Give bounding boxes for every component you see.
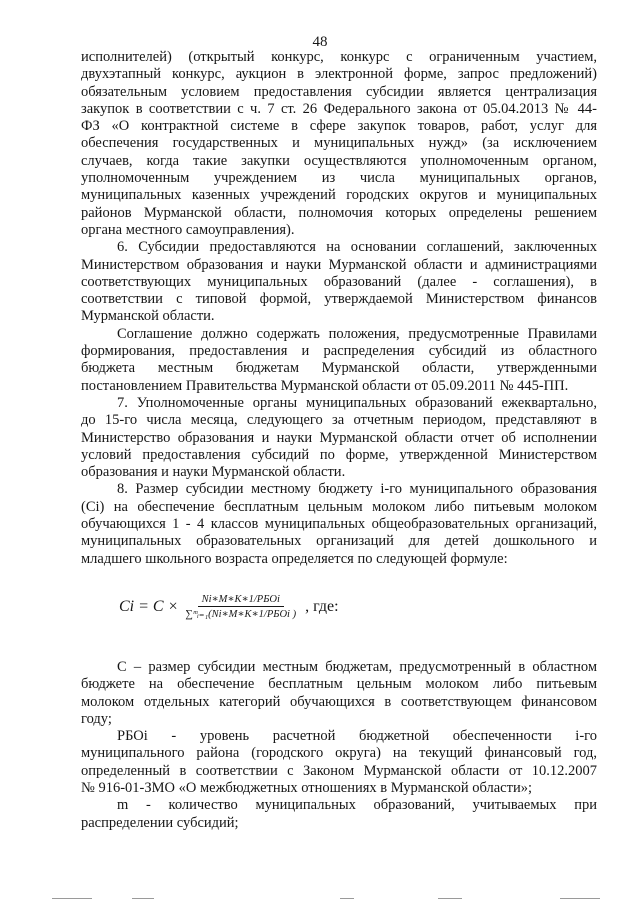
formula-lhs: Ci = C × <box>119 598 179 615</box>
formula-tail: , где: <box>305 598 339 615</box>
scan-edge-mark <box>52 898 92 899</box>
text-line: году; <box>81 710 112 727</box>
text-line: бюджете на обеспечение бесплатным цельным молоком либо питьевым <box>81 676 597 693</box>
document-body-top <box>81 49 597 568</box>
text-line: ФЗ «О контрактной системе в сфере закупок товаров, работ, услуг для <box>81 118 597 135</box>
text-line: определенный в соответствии с Законом Мурманской области от 10.12.2007 <box>81 762 597 779</box>
text-line: Министерство образования и науки Мурманской области отчет об исполнении <box>81 429 597 446</box>
text-line: муниципального района (городского округа) на текущий финансовый год, <box>81 745 597 762</box>
scan-edge-mark <box>438 898 462 899</box>
paragraph-start-line: 6. Субсидии предоставляются на основании соглашений, заключенных <box>117 239 597 256</box>
text-line: двухэтапный конкурс, аукцион в электронной форме, запрос предложений) <box>81 66 597 83</box>
text-line: муниципальных казенных учреждений городских округов и муниципальных <box>81 187 597 204</box>
text-line: обязательным условием предоставления субсидии является централизация <box>81 83 597 100</box>
formula-denominator: ∑ᵐᵢ₌₁(Ni∗M∗K∗1/РБОi ) <box>185 609 297 620</box>
document-body-bottom <box>81 659 597 832</box>
text-line: уполномоченным учреждением из числа муниципальных органов, <box>81 170 597 187</box>
text-line: формирования, предоставления и распределения субсидий из областного <box>81 343 597 360</box>
paragraph-start-line: РБОi - уровень расчетной бюджетной обеспеченности i-го <box>117 728 597 745</box>
text-line: № 916-01-ЗМО «О межбюджетных отношениях в Мурманской области»; <box>81 780 532 797</box>
page-number: 48 <box>312 34 328 50</box>
scan-edge-mark <box>132 898 154 899</box>
paragraph-start-line: 7. Уполномоченные органы муниципальных образований ежеквартально, <box>117 394 597 411</box>
text-line: обеспечения государственных и муниципальных нужд» (за исключением <box>81 135 597 152</box>
formula-numerator: Ni∗M∗K∗1/РБОi <box>198 593 284 607</box>
text-line: органа местного самоуправления). <box>81 221 295 238</box>
text-line: бюджета местным бюджетам Мурманской области, утвержденными <box>81 360 597 377</box>
text-line: закупок в соответствии с ч. 7 ст. 26 Федерального закона от 05.04.2013 № 44- <box>81 100 597 117</box>
text-line: районов Мурманской области, полномочия которых определены решением <box>81 204 597 221</box>
scan-edge-mark <box>560 898 600 899</box>
text-line: условий предоставления субсидий по форме, утвержденной Министерством <box>81 446 597 463</box>
paragraph-start-line: Соглашение должно содержать положения, предусмотренные Правилами <box>117 325 597 342</box>
text-line: Мурманской области. <box>81 308 215 325</box>
text-line: Министерством образования и науки Мурманской области и администрациями <box>81 256 597 273</box>
text-line: соответствующих муниципальных образований (далее - соглашения), в <box>81 273 597 290</box>
text-line: до 15-го числа месяца, следующего за отчетным периодом, представляют в <box>81 412 597 429</box>
formula-fraction <box>181 593 300 621</box>
text-line: распределении субсидий; <box>81 814 239 831</box>
text-line: обучающихся 1 - 4 классов муниципальных общеобразовательных организаций, <box>81 516 597 533</box>
text-line: исполнителей) (открытый конкурс, конкурс с ограниченным участием, <box>81 49 597 65</box>
text-line: (Ci) на обеспечение бесплатным цельным молоком либо питьевым молоком <box>81 498 597 515</box>
scan-edge-mark <box>340 898 354 899</box>
paragraph-start-line: m - количество муниципальных образований, учитываемых при <box>117 797 597 814</box>
text-line: соответствии с типовой формой, утверждаемой Министерством финансов <box>81 291 597 308</box>
paragraph-start-line: C – размер субсидии местным бюджетам, предусмотренный в областном <box>117 659 597 675</box>
subsidy-formula <box>119 589 339 625</box>
text-line: случаев, когда такие закупки осуществляются уполномоченным органом, <box>81 152 597 169</box>
text-line: образования и науки Мурманской области. <box>81 464 346 481</box>
text-line: молоком отдельных категорий обучающихся в соответствующем финансовом <box>81 693 597 710</box>
text-line: муниципальных образовательных организаций для детей дошкольного и <box>81 533 597 550</box>
paragraph-start-line: 8. Размер субсидии местному бюджету i-го муниципального образования <box>117 481 597 498</box>
text-line: младшего школьного возраста определяется по следующей формуле: <box>81 550 508 567</box>
text-line: постановлением Правительства Мурманской области от 05.09.2011 № 445-ПП. <box>81 377 569 394</box>
